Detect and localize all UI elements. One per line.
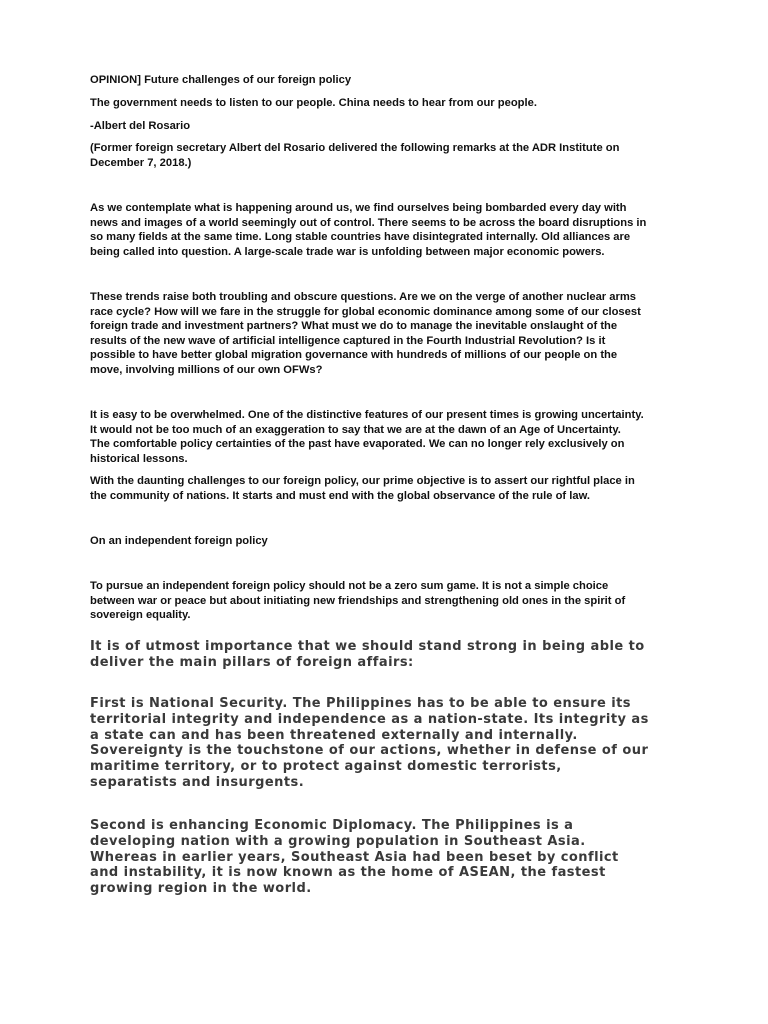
article-byline: -Albert del Rosario — [90, 120, 191, 132]
paragraph-5: To pursue an independent foreign policy should not be a zero sum game. It is not a simple choice between war or peace but about initiating new friendships and strengthening old ones in the spirit of sovereign equality. — [90, 580, 626, 622]
article-title: OPINION] Future challenges of our foreign policy — [90, 74, 352, 86]
article-note: (Former foreign secretary Albert del Rosario delivered the following remarks at the ADR Institute on December 7, 2018.) — [90, 142, 620, 169]
paragraph-4: With the daunting challenges to our foreign policy, our prime objective is to assert our rightful place in the community of nations. It starts and must end with the global observance of the rule of law. — [90, 475, 635, 502]
emphasis-block-2: First is National Security. The Philippines has to be able to ensure its territorial integrity and independence as a nation-state. Its integrity as a state can and has been threatened externally and internally. Sovereignty is the touchstone of our actions, whether in defense of our maritime territory, or to protect against domestic terrorists, separatists and insurgents. — [90, 696, 649, 790]
paragraph-1: As we contemplate what is happening around us, we find ourselves being bombarded every day with news and images of a world seemingly out of control. There seems to be across the board disruptions in so many fields at the same time. Long stable countries have disintegrated internally. Old alliances are being called into question. A large-scale trade war is unfolding between major economic powers. — [90, 202, 647, 258]
paragraph-3: It is easy to be overwhelmed. One of the distinctive features of our present times is growing uncertainty. It would not be too much of an exaggeration to say that we are at the dawn of an Age of Uncertainty. The comfortable policy certainties of the past have evaporated. We can no longer rely exclusively on historical lessons. — [90, 409, 644, 465]
article-subtitle: The government needs to listen to our people. China needs to hear from our people. — [90, 97, 537, 109]
section-heading: On an independent foreign policy — [90, 535, 268, 547]
emphasis-block-1: It is of utmost importance that we should stand strong in being able to deliver the main pillars of foreign affairs: — [90, 639, 645, 670]
emphasis-block-3: Second is enhancing Economic Diplomacy. The Philippines is a developing nation with a growing population in Southeast Asia. Whereas in earlier years, Southeast Asia had been beset by conflict and instability, it is now known as the home of ASEAN, the fastest growing region in the world. — [90, 818, 619, 897]
paragraph-2: These trends raise both troubling and obscure questions. Are we on the verge of another nuclear arms race cycle? How will we fare in the struggle for global economic dominance among some of our closest foreign trade and investment partners? What must we do to manage the inevitable onslaught of the results of the new wave of artificial intelligence captured in the Fourth Industrial Revolution? Is it possible to have better global migration governance with hundreds of millions of our people on the move, involving millions of our own OFWs? — [90, 291, 641, 376]
